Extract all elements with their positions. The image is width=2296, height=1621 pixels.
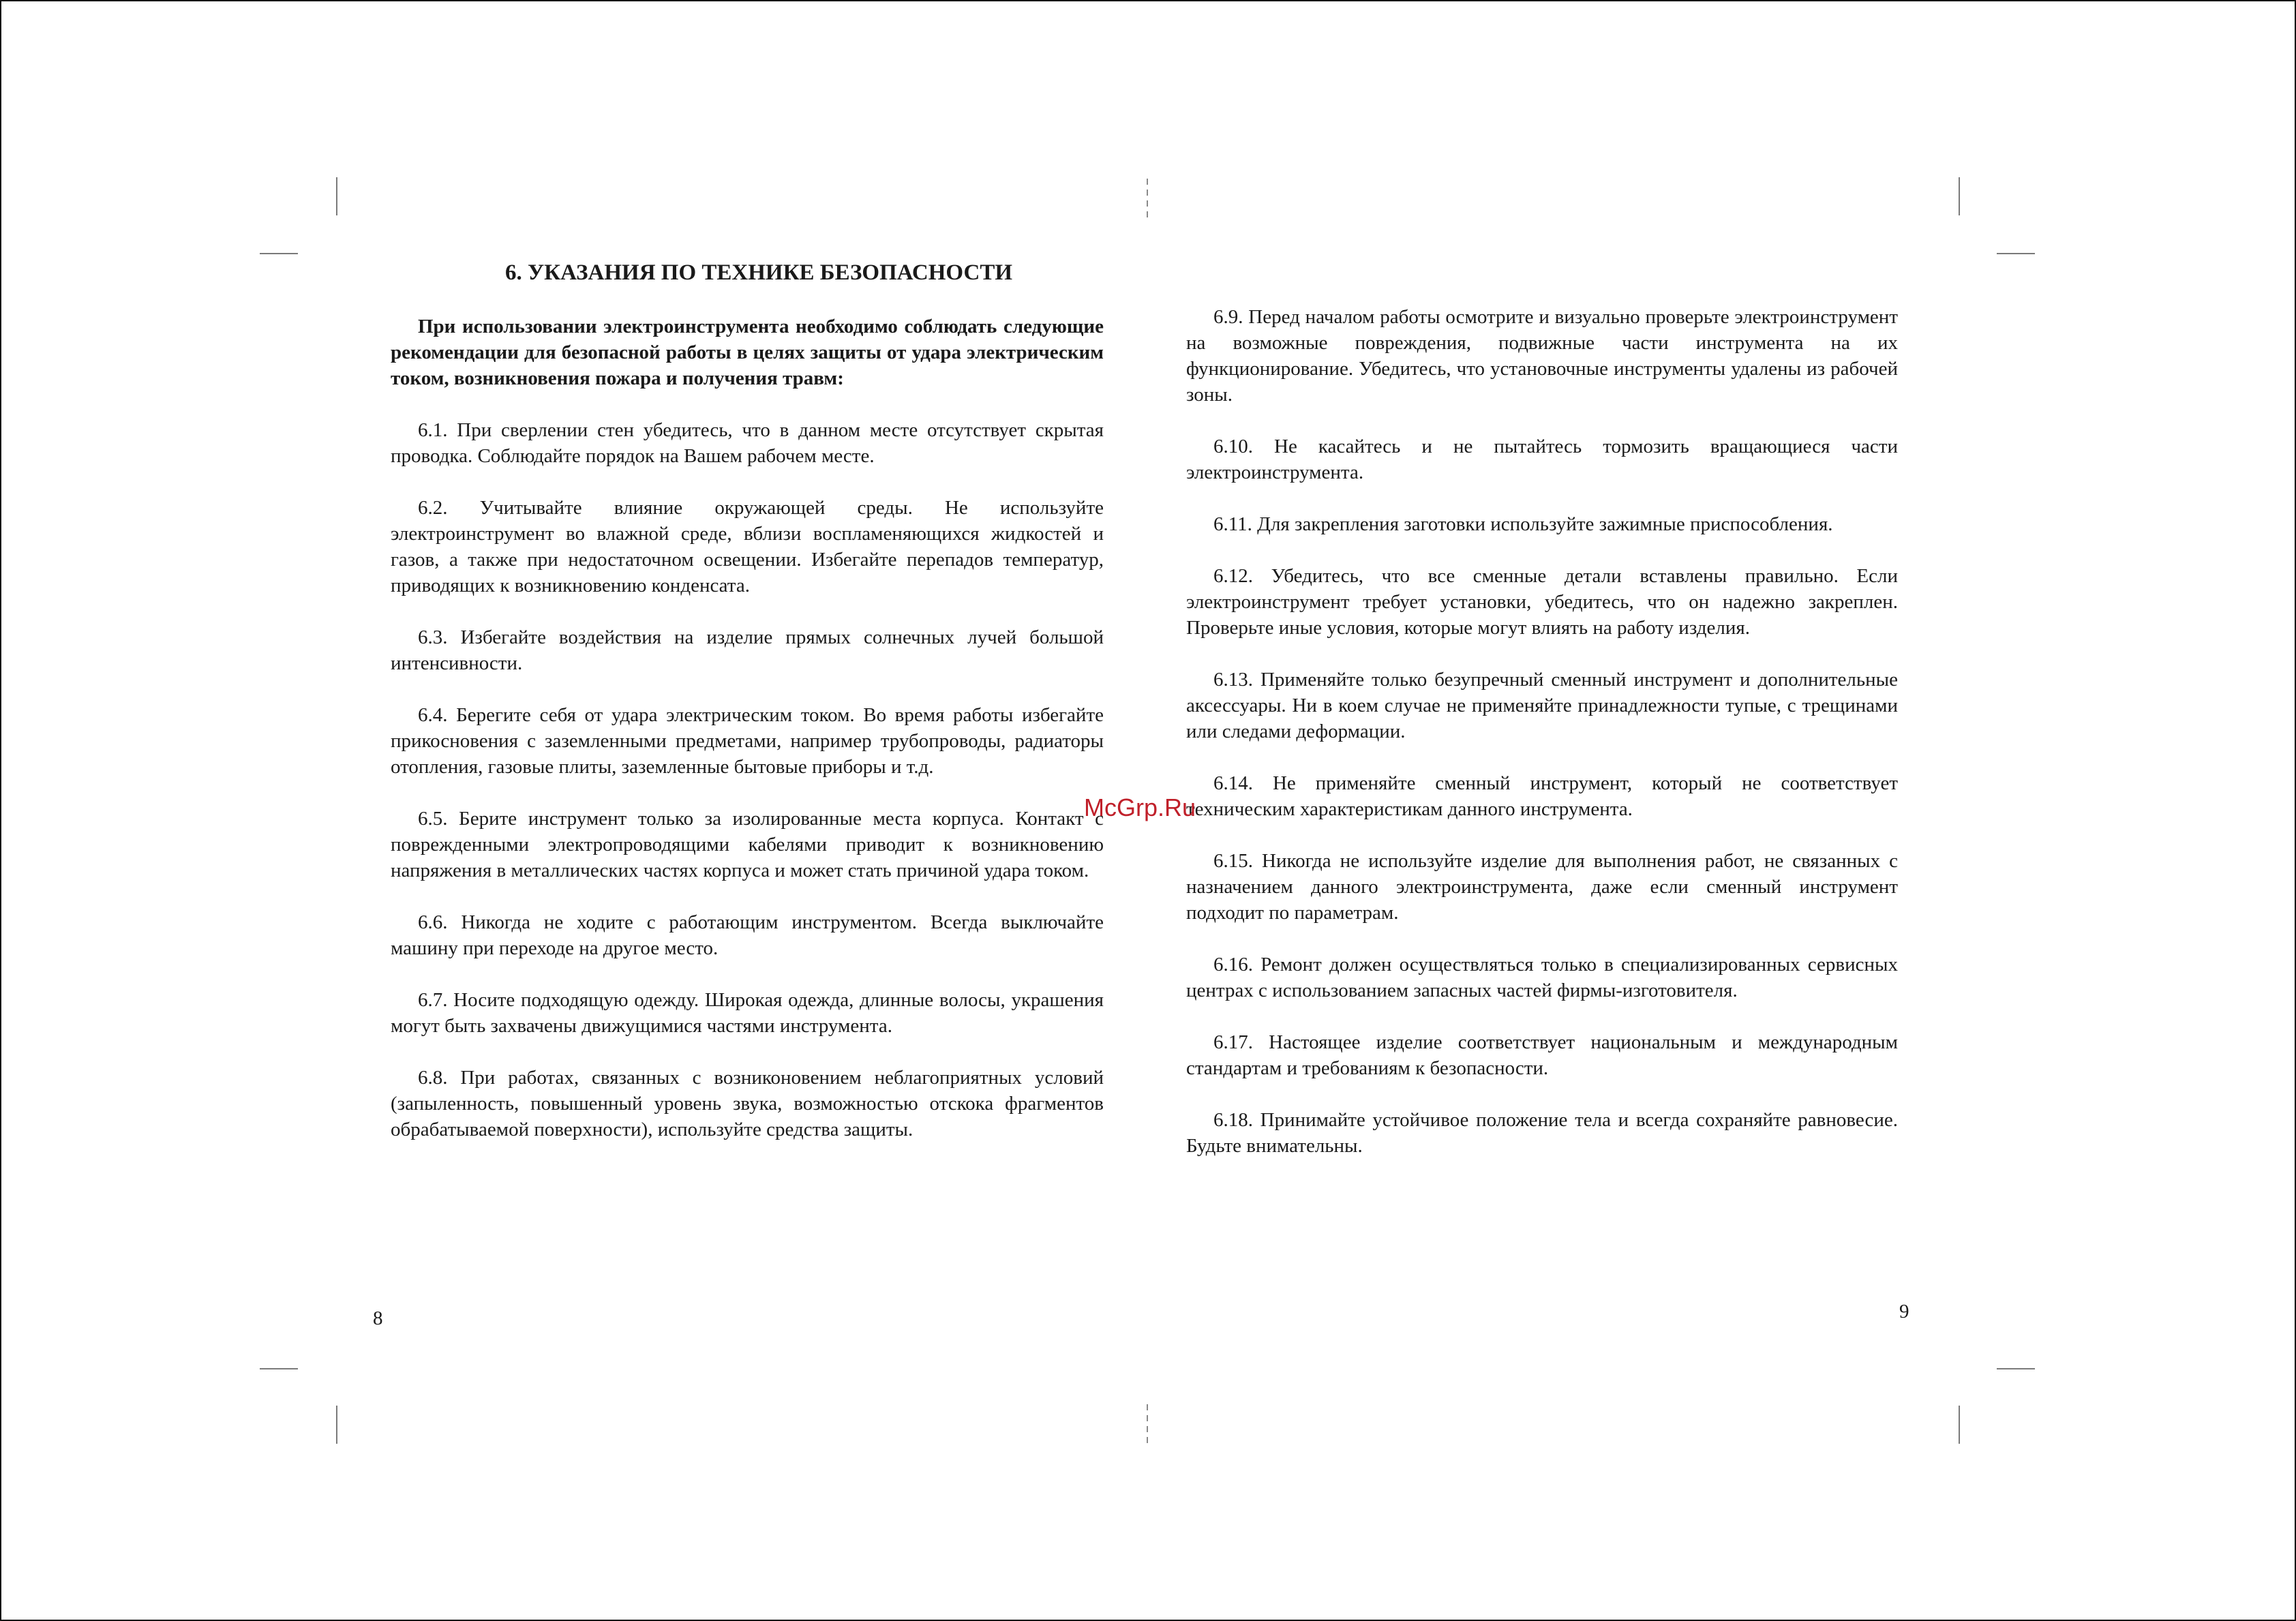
crop-mark bbox=[1959, 1406, 1960, 1444]
safety-item: 6.18. Принимайте устойчивое положение тела и всегда сохраняйте равновесие. Будьте внимательны. bbox=[1186, 1109, 1898, 1157]
safety-item: 6.4. Берегите себя от удара электрическим током. Во время работы избегайте прикосновения с заземленными предметами, например трубопроводы, радиаторы отопления, газовые плиты, заземленные бытовые приборы и т.д. bbox=[391, 704, 1104, 778]
fold-mark bbox=[1147, 1404, 1148, 1444]
crop-mark bbox=[1997, 253, 2035, 254]
crop-mark bbox=[260, 253, 298, 254]
crop-mark bbox=[336, 1406, 337, 1444]
safety-item: 6.7. Носите подходящую одежду. Широкая одежда, длинные волосы, украшения могут быть захвачены движущимися частями инструмента. bbox=[391, 989, 1104, 1037]
fold-mark bbox=[1147, 179, 1148, 218]
crop-mark bbox=[1997, 1368, 2035, 1369]
safety-item: 6.11. Для закрепления заготовки используйте зажимные приспособления. bbox=[1213, 513, 1833, 535]
intro-paragraph: При использовании электроинструмента необходимо соблюдать следующие рекомендации для безопасной работы в целях защиты от удара электрическим током, возникновения пожара и получения травм: bbox=[391, 316, 1104, 389]
safety-item: 6.1. При сверлении стен убедитесь, что в данном месте отсутствует скрытая проводка. Соблюдайте порядок на Вашем рабочем месте. bbox=[391, 419, 1104, 467]
safety-item: 6.12. Убедитесь, что все сменные детали вставлены правильно. Если электроинструмент требует установки, убедитесь, что он надежно закреплен. Проверьте иные условия, которые могут влиять на работу изделия. bbox=[1186, 565, 1898, 639]
safety-item: 6.13. Применяйте только безупречный сменный инструмент и дополнительные аксессуары. Ни в коем случае не применяйте принадлежности тупые, с трещинами или следами деформации. bbox=[1186, 669, 1898, 742]
safety-item: 6.14. Не применяйте сменный инструмент, который не соответствует техническим характеристикам данного инструмента. bbox=[1186, 772, 1898, 820]
section-title: 6. УКАЗАНИЯ ПО ТЕХНИКЕ БЕЗОПАСНОСТИ bbox=[504, 260, 1013, 285]
safety-item: 6.9. Перед началом работы осмотрите и визуально проверьте электроинструмент на возможные повреждения, подвижные части инструмента на их функционирование. Убедитесь, что установочные инструменты удалены из рабочей зоны. bbox=[1186, 306, 1898, 406]
safety-item: 6.8. При работах, связанных с возниконовением неблагоприятных условий (запыленность, повышенный уровень звука, возможностью отскока фрагментов обрабатываемой поверхности), используйте средства защиты. bbox=[391, 1067, 1104, 1140]
right-page-column bbox=[1186, 304, 1898, 1185]
safety-item: 6.10. Не касайтесь и не пытайтесь тормозить вращающиеся части электроинструмента. bbox=[1186, 436, 1898, 483]
safety-item: 6.16. Ремонт должен осуществляться только в специализированных сервисных центрах с использованием запасных частей фирмы-изготовителя. bbox=[1186, 954, 1898, 1001]
safety-item: 6.5. Берите инструмент только за изолированные места корпуса. Контакт с поврежденными электропроводящими кабелями приводит к возникновению напряжения в металлических частях корпуса и может стать причиной удара током. bbox=[391, 808, 1104, 881]
crop-mark bbox=[1959, 177, 1960, 215]
safety-item: 6.15. Никогда не используйте изделие для выполнения работ, не связанных с назначением данного электроинструмента, даже если сменный инструмент подходит по параметрам. bbox=[1186, 850, 1898, 924]
page-number-left: 8 bbox=[373, 1307, 383, 1329]
safety-item: 6.17. Настоящее изделие соответствует национальным и международным стандартам и требованиям к безопасности. bbox=[1186, 1031, 1898, 1079]
watermark-link[interactable]: McGrp.Ru bbox=[1084, 793, 1196, 821]
crop-mark bbox=[260, 1368, 298, 1369]
safety-item: 6.2. Учитывайте влияние окружающей среды. Не используйте электроинструмент во влажной среде, вблизи воспламеняющихся жидкостей и газов, а также при недостаточном освещении. Избегайте перепадов температур, приводящих к возникновению конденсата. bbox=[391, 497, 1104, 596]
page-number-right: 9 bbox=[1899, 1301, 1909, 1322]
crop-mark bbox=[336, 177, 337, 215]
safety-item: 6.6. Никогда не ходите с работающим инструментом. Всегда выключайте машину при переходе на другое место. bbox=[391, 911, 1104, 959]
safety-item: 6.3. Избегайте воздействия на изделие прямых солнечных лучей большой интенсивности. bbox=[391, 626, 1104, 674]
left-page-column bbox=[391, 314, 1104, 1168]
